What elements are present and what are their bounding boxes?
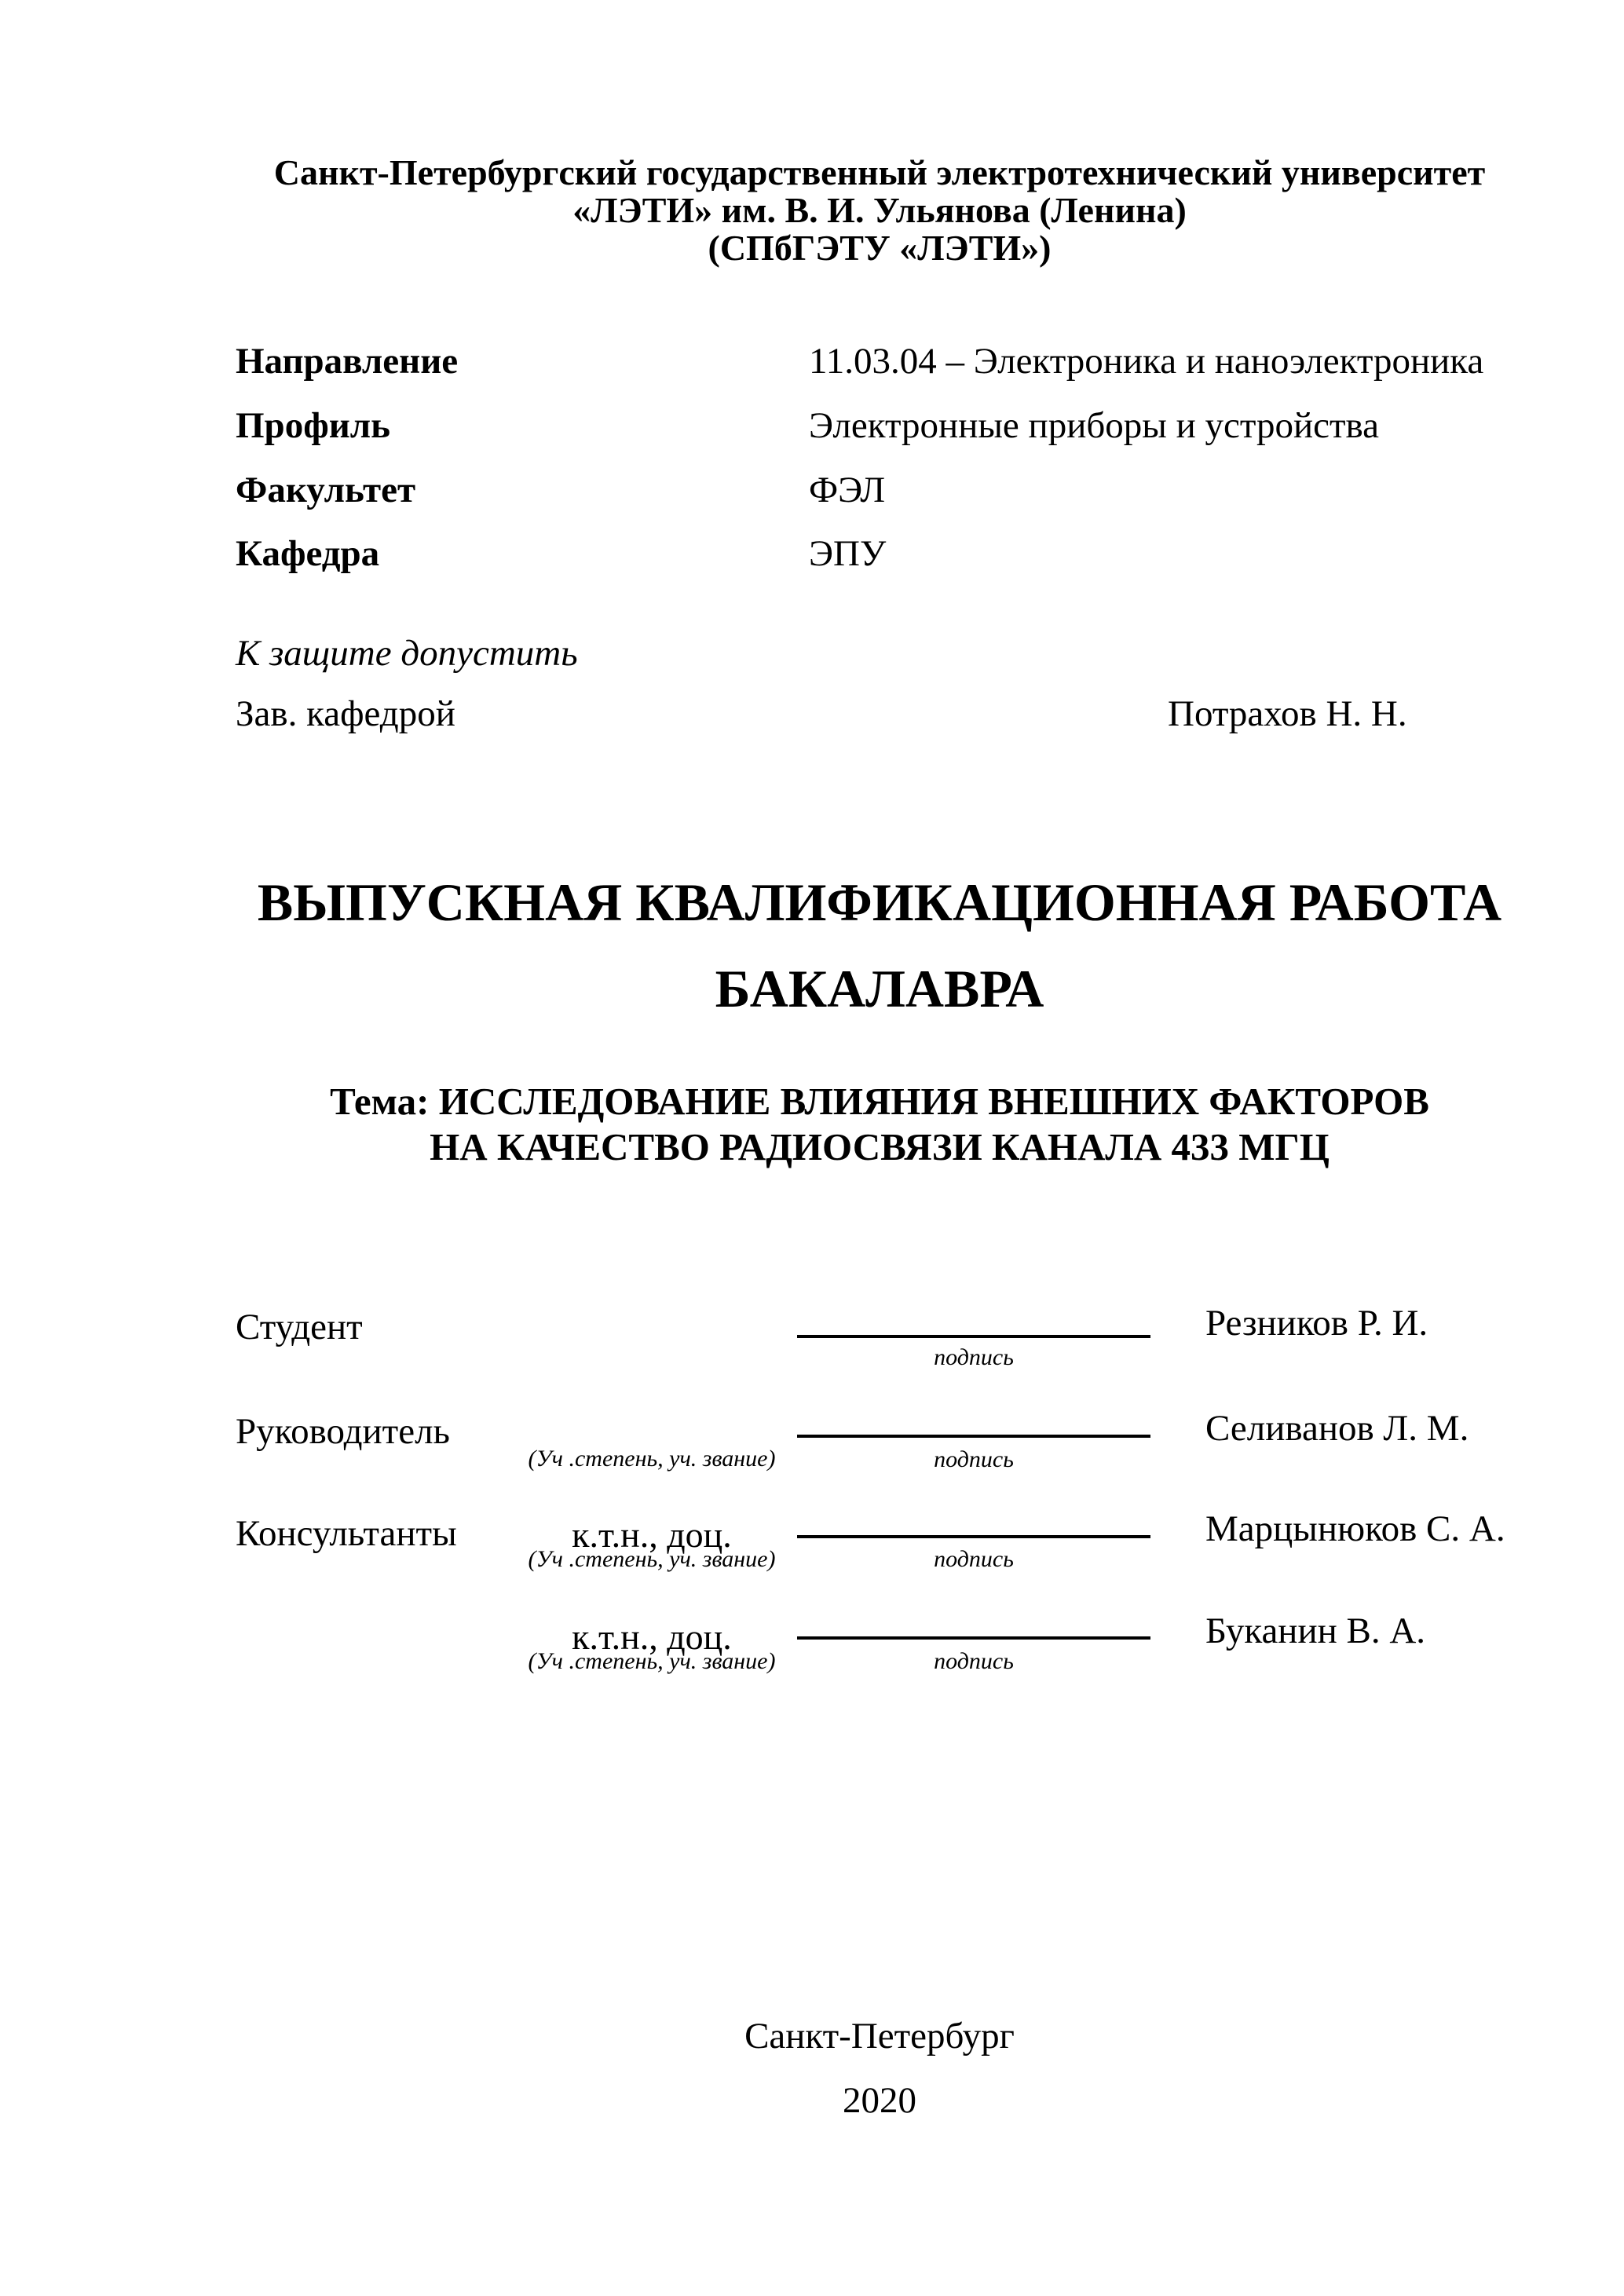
department-head-name: Потрахов Н. Н.: [1168, 693, 1407, 734]
field-direction-value: 11.03.04 – Электроника и наноэлектроника: [809, 341, 1484, 382]
field-direction-label: Направление: [236, 341, 459, 382]
student-signature-line: [797, 1335, 1150, 1338]
student-name: Резников Р. И.: [1205, 1303, 1428, 1344]
topic-line-1: Тема: ИССЛЕДОВАНИЕ ВЛИЯНИЯ ВНЕШНИХ ФАКТОРОВ: [330, 1080, 1429, 1123]
consultant-1-qualification: к.т.н., доц.: [572, 1515, 732, 1555]
admission-note: К защите допустить: [236, 633, 578, 674]
university-name-line-3: (СПбГЭТУ «ЛЭТИ»): [708, 228, 1052, 268]
consultant-2-qualification: к.т.н., доц.: [572, 1617, 732, 1657]
consultants-role-label: Консультанты: [236, 1513, 457, 1554]
work-type-title-line-2: БАКАЛАВРА: [715, 959, 1044, 1018]
work-type-title-line-1: ВЫПУСКНАЯ КВАЛИФИКАЦИОННАЯ РАБОТА: [257, 872, 1502, 932]
consultant-2-name: Буканин В. А.: [1205, 1610, 1426, 1651]
supervisor-role-label: Руководитель: [236, 1411, 450, 1452]
consultant-2-signature-line: [797, 1636, 1150, 1640]
consultant-2-degree-note: (Уч .степень, уч. звание): [528, 1648, 776, 1674]
supervisor-signature-line: [797, 1435, 1150, 1438]
topic-line-2: НА КАЧЕСТВО РАДИОСВЯЗИ КАНАЛА 433 МГЦ: [430, 1125, 1330, 1168]
consultant-1-signature-line: [797, 1535, 1150, 1538]
department-head-label: Зав. кафедрой: [236, 693, 455, 734]
field-profile-label: Профиль: [236, 405, 391, 446]
footer-year: 2020: [843, 2080, 916, 2121]
field-department-value: ЭПУ: [809, 533, 887, 574]
student-role-label: Студент: [236, 1307, 363, 1347]
supervisor-name: Селиванов Л. М.: [1205, 1408, 1469, 1449]
university-name-line-1: Санкт-Петербургский государственный электротехнический университет: [273, 152, 1486, 192]
consultant-1-name: Марцынюков С. А.: [1205, 1508, 1505, 1549]
field-department-label: Кафедра: [236, 533, 380, 574]
footer-city: Санкт-Петербург: [744, 2016, 1015, 2057]
field-faculty-label: Факультет: [236, 470, 416, 510]
field-faculty-value: ФЭЛ: [809, 470, 886, 510]
university-name-line-2: «ЛЭТИ» им. В. И. Ульянова (Ленина): [572, 190, 1187, 230]
field-profile-value: Электронные приборы и устройства: [809, 405, 1379, 446]
supervisor-degree-note: (Уч .степень, уч. звание): [528, 1446, 776, 1472]
student-signature-caption: подпись: [934, 1344, 1014, 1370]
consultant-2-signature-caption: подпись: [934, 1648, 1014, 1674]
consultant-1-signature-caption: подпись: [934, 1546, 1014, 1572]
supervisor-signature-caption: подпись: [934, 1446, 1014, 1472]
consultant-1-degree-note: (Уч .степень, уч. звание): [528, 1546, 776, 1572]
